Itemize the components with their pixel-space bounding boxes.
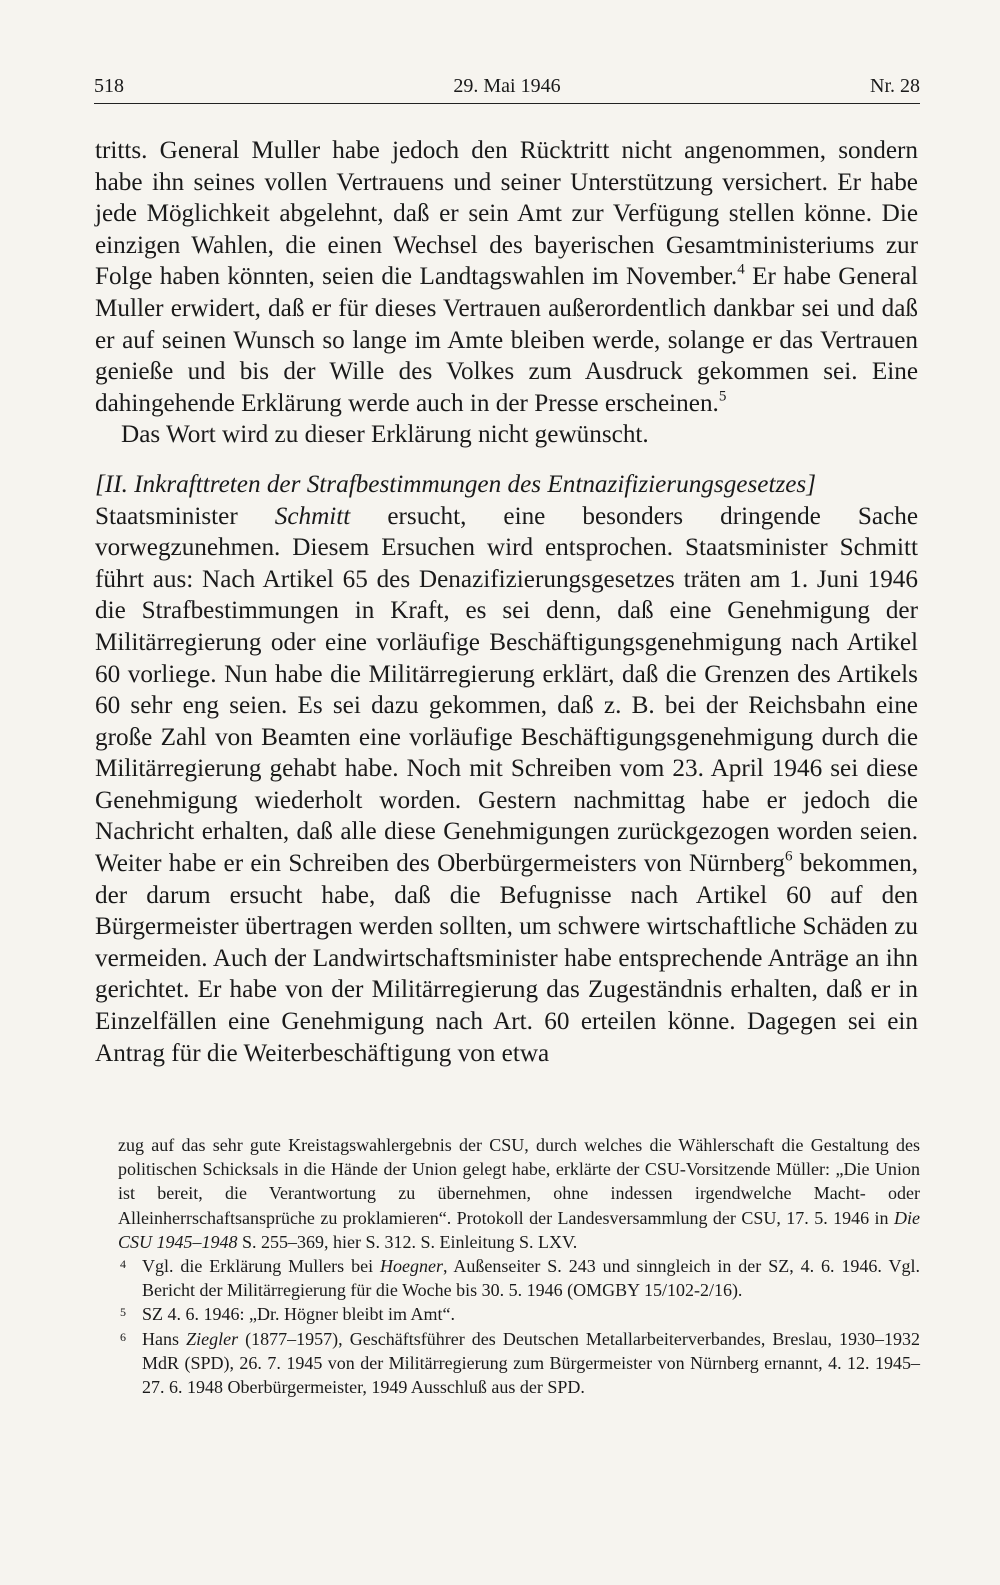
footnotes xyxy=(118,1133,920,1399)
minister-name: Schmitt xyxy=(274,502,351,530)
footnote-4-text-a: Vgl. die Erklärung Mullers bei xyxy=(142,1256,380,1277)
paragraph-3-text-b: ersucht, eine besonders dringende Sache vorwegzunehmen. Diesem Ersuchen wird entsprochen. Staatsminister Schmitt führt aus: Nach Artikel 65 des Denazifizierungsgesetzes träten am 1. Juni 1946 die Strafbestimmungen in Kraft, es sei denn, daß eine Genehmigung der Militärregierung oder eine vorläufige Beschäftigungsgenehmigung nach Artikel 60 vorliege. Nun habe die Militärregierung erklärt, daß die Grenzen des Artikels 60 sehr eng seien. Es sei dazu gekommen, daß z. B. bei der Reichsbahn eine große Zahl von Beamten eine vorläufige Beschäftigungsgenehmigung durch die Militärregierung gehabt habe. Noch mit Schreiben vom 23. April 1946 sei diese Genehmigung wiederholt worden. Gestern nachmittag habe er jedoch die Nachricht erhalten, daß alle diese Genehmigungen zurückgezogen worden seien. Weiter habe er ein Schreiben des Oberbürgermeisters von Nürnberg xyxy=(95,502,919,878)
footnote-5 xyxy=(118,1302,920,1326)
footnote-4-text-b: , Außenseiter S. 243 und sinngleich in der SZ, 4. 6. 1946. Vgl. Bericht der Militärregierung für die Woche bis 30. 5. 1946 (OMGBY 15/102-2/16). xyxy=(142,1256,921,1301)
footnote-6-mark: 6 xyxy=(120,1329,126,1344)
section-heading-text: [II. Inkrafttreten der Strafbestimmungen des Entnazifizierungsgesetzes] xyxy=(95,470,817,498)
footnote-cited-title: Die CSU 1945–1948 xyxy=(118,1207,920,1252)
paragraph-1-text-a: tritts. General Muller habe jedoch den Rücktritt nicht angenommen, sondern habe ihn seines vollen Vertrauens und seiner Unterstützung versichert. Er habe jede Möglichkeit abgelehnt, daß er sein Amt zur Verfügung stellen könne. Die einzigen Wahlen, die einen Wechsel des bayerischen Gesamtministeriums zur Folge haben könnten, seien die Landtagswahlen im November. xyxy=(95,137,918,291)
main-text xyxy=(95,135,918,1069)
footnote-6-text-b: (1877–1957), Geschäftsführer des Deutschen Metallarbeiterverbandes, Breslau, 1930–1932 MdR (SPD), 26. 7. 1945 von der Militärregierung zum Bürgermeister von Nürnberg ernannt, 4. 12. 1945–27. 6. 1948 Oberbürgermeister, 1949 Ausschluß aus der SPD. xyxy=(142,1328,921,1398)
section-heading xyxy=(95,469,918,501)
paragraph-1 xyxy=(95,135,918,419)
footnote-4 xyxy=(118,1254,920,1302)
footnote-4-mark: 4 xyxy=(120,1257,126,1272)
header-date: 29. Mai 1946 xyxy=(453,75,561,97)
footnote-6-name: Ziegler xyxy=(186,1328,239,1349)
footnote-ref-5: 5 xyxy=(718,388,727,405)
paragraph-3 xyxy=(95,501,918,1070)
paragraph-2: Das Wort wird zu dieser Erklärung nicht gewünscht. xyxy=(121,421,649,449)
footnote-6 xyxy=(118,1327,920,1400)
footnote-ref-6: 6 xyxy=(784,848,793,865)
document-number: Nr. 28 xyxy=(870,75,920,97)
footnote-continuation-text-a: zug auf das sehr gute Kreistagswahlergebnis der CSU, durch welches die Wählerschaft die Gestaltung des politischen Schicksals in die Hände der Union gelegt habe, erklärte der CSU-Vorsitzende Müller: „Die Union ist bereit, die Verantwortung zu übernehmen, ohne indessen irgendwelche Macht- oder Alleinherrschaftsansprüche zu proklamieren“. Protokoll der Landesversammlung der CSU, 17. 5. 1946 in xyxy=(118,1135,920,1228)
footnote-continuation-text-b: S. 255–369, hier S. 312. S. Einleitung S. LXV. xyxy=(237,1231,578,1252)
header-rule xyxy=(94,103,920,104)
footnote-5-text: SZ 4. 6. 1946: „Dr. Högner bleibt im Amt“. xyxy=(142,1304,455,1325)
footnote-4-author: Hoegner xyxy=(380,1256,443,1277)
footnote-6-text-a: Hans xyxy=(142,1328,187,1349)
footnote-ref-4: 4 xyxy=(737,261,745,278)
footnote-continuation xyxy=(118,1133,920,1254)
page-number: 518 xyxy=(94,75,124,97)
footnote-5-mark: 5 xyxy=(120,1305,126,1320)
paragraph-1-text-b: Er habe General Muller erwidert, daß er für dieses Vertrauen außerordentlich dankbar sei und daß er auf seinen Wunsch so lange im Amte bleiben werde, solange er das Vertrauen genieße und bis der Wille des Volkes zum Ausdruck gekommen sei. Eine dahingehende Erklärung werde auch in der Presse erscheinen. xyxy=(95,263,918,417)
paragraph-3-text-c: bekommen, der darum ersucht habe, daß die Befugnisse nach Artikel 60 auf den Bürgermeister übertragen werden sollten, um schwere wirtschaftliche Schäden zu vermeiden. Auch der Landwirtschaftsminister habe entsprechende Anträge an ihn gerichtet. Er habe von der Militärregierung das Zugeständnis erhalten, daß er in Einzelfällen eine Genehmigung nach Art. 60 erteilen könne. Dagegen sei ein Antrag für die Weiterbeschäftigung von etwa xyxy=(95,850,918,1067)
paragraph-3-text-a: Staatsminister xyxy=(95,502,275,530)
